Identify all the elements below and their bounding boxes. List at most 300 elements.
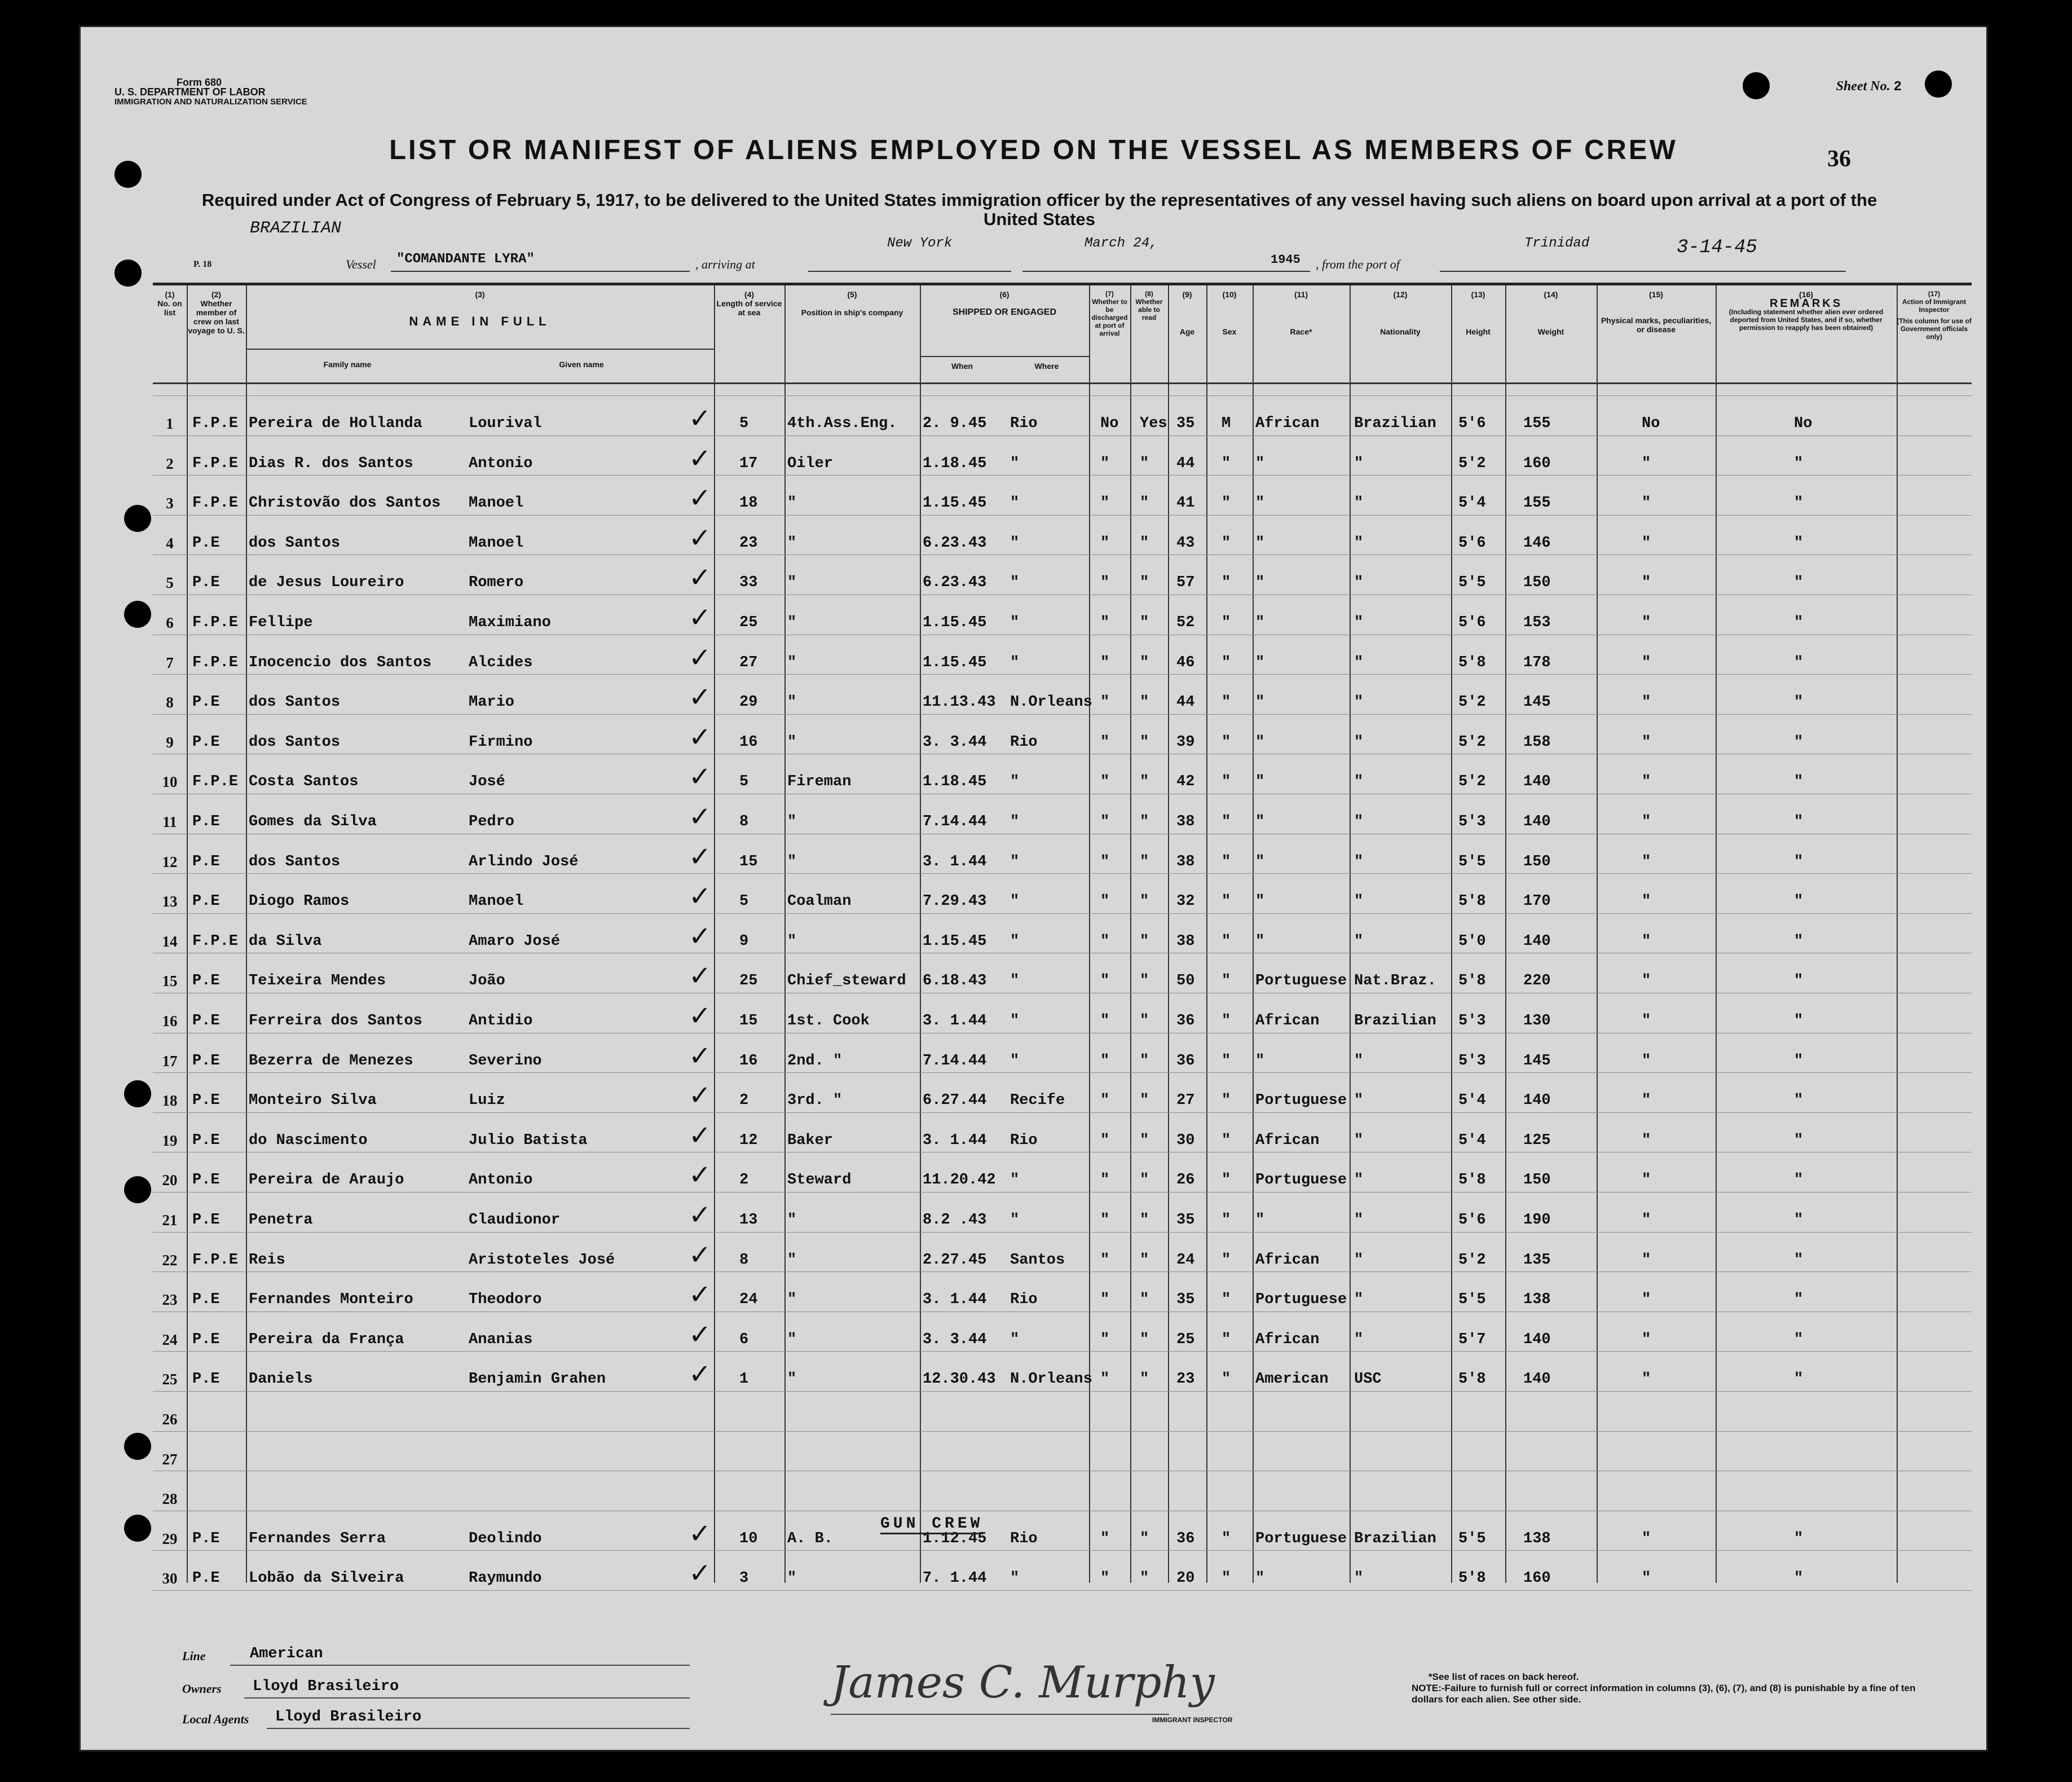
punch-hole — [124, 505, 151, 532]
shipped-where: Santos — [1010, 1251, 1065, 1269]
age: 39 — [1176, 733, 1195, 751]
race: African — [1255, 1132, 1320, 1149]
checkmark-icon: ✓ — [689, 881, 712, 913]
physical-marks: " — [1642, 813, 1651, 830]
from-label: , from the port of — [1316, 257, 1400, 271]
remarks: " — [1794, 932, 1804, 950]
checkmark-icon: ✓ — [689, 1358, 712, 1391]
discharged: " — [1100, 574, 1110, 592]
checkmark-icon: ✓ — [689, 1517, 712, 1550]
able-to-read: " — [1140, 1251, 1149, 1269]
remarks: " — [1794, 1570, 1804, 1587]
shipped-where: Rio — [1010, 415, 1038, 432]
given-name: Manoel — [469, 495, 524, 512]
shipped-when: 2.27.45 — [923, 1251, 987, 1269]
sex: M — [1222, 415, 1231, 432]
service-length: 8 — [739, 1251, 749, 1269]
punch-hole — [124, 1176, 151, 1203]
able-to-read: " — [1140, 1212, 1149, 1229]
sex: " — [1222, 773, 1231, 791]
family-name: Fellipe — [249, 614, 313, 631]
service-length: 5 — [739, 893, 749, 910]
family-name: Daniels — [249, 1371, 313, 1388]
race: " — [1255, 694, 1265, 711]
remarks: " — [1794, 694, 1804, 711]
able-to-read: " — [1140, 773, 1149, 791]
nationality: USC — [1354, 1371, 1382, 1388]
shipped-where: " — [1010, 455, 1020, 472]
crew-status: P.E — [192, 1570, 220, 1587]
position: Coalman — [787, 893, 852, 910]
position: " — [787, 813, 797, 830]
checkmark-icon: ✓ — [689, 681, 712, 714]
from-port: Trinidad — [1524, 236, 1590, 251]
family-name: Diogo Ramos — [249, 893, 350, 910]
nationality: " — [1354, 1570, 1364, 1587]
discharged: " — [1100, 1132, 1110, 1149]
row-number: 9 — [166, 733, 174, 751]
weight: 130 — [1523, 1013, 1551, 1029]
family-name: Pereira de Araujo — [249, 1172, 404, 1189]
weight: 140 — [1523, 1371, 1551, 1388]
crew-status: P.E — [192, 1291, 220, 1309]
service-length: 27 — [739, 654, 758, 671]
age: 36 — [1176, 1052, 1195, 1070]
col-age-header: (9) Age — [1179, 290, 1195, 336]
crew-status: P.E — [192, 1371, 220, 1388]
remarks: " — [1794, 654, 1804, 671]
checkmark-icon: ✓ — [689, 1279, 712, 1311]
age: 46 — [1176, 654, 1195, 671]
height: 5'6 — [1458, 1212, 1486, 1229]
given-name: Manoel — [469, 534, 524, 552]
height: 5'8 — [1458, 1371, 1486, 1388]
given-name: Lourival — [469, 415, 542, 432]
shipped-where: Recife — [1010, 1092, 1065, 1110]
family-name: Reis — [249, 1251, 285, 1269]
crew-status: P.E — [192, 733, 220, 751]
crew-status: P.E — [192, 1212, 220, 1229]
col-shipped-header: (6) SHIPPED OR ENGAGED — [952, 290, 1057, 317]
race: " — [1255, 853, 1265, 870]
shipped-when: 6.23.43 — [923, 534, 987, 552]
height: 5'6 — [1458, 614, 1486, 631]
checkmark-icon: ✓ — [689, 641, 712, 674]
discharged: " — [1100, 1212, 1110, 1229]
height: 5'4 — [1458, 1092, 1486, 1110]
crew-status: P.E — [192, 694, 220, 711]
physical-marks: " — [1642, 574, 1651, 592]
checkmark-icon: ✓ — [689, 1557, 712, 1590]
race: " — [1255, 932, 1265, 950]
weight: 150 — [1523, 1172, 1551, 1189]
given-name: Arlindo José — [469, 853, 579, 870]
height: 5'2 — [1458, 1251, 1486, 1269]
given-name: Antonio — [469, 1172, 533, 1189]
col-nationality-header: (12) Nationality — [1380, 290, 1421, 336]
physical-marks: " — [1642, 853, 1651, 870]
service-name: IMMIGRATION AND NATURALIZATION SERVICE — [114, 97, 307, 107]
col-position-header: (5) Position in ship's company — [801, 290, 903, 317]
remarks: " — [1794, 534, 1804, 552]
family-name: Pereira da França — [249, 1331, 404, 1348]
given-name: Maximiano — [469, 614, 551, 631]
service-length: 10 — [739, 1530, 758, 1547]
weight: 145 — [1523, 1052, 1551, 1070]
able-to-read: " — [1140, 574, 1149, 592]
col-name-header: (3) NAME IN FULL — [409, 290, 551, 328]
service-length: 13 — [739, 1212, 758, 1229]
able-to-read: " — [1140, 1371, 1149, 1388]
physical-marks: " — [1642, 1013, 1651, 1029]
given-name: José — [469, 773, 505, 791]
age: 57 — [1176, 574, 1195, 592]
shipped-when: 3. 1.44 — [923, 853, 987, 870]
remarks: " — [1794, 455, 1804, 472]
shipped-where: N.Orleans — [1010, 1371, 1092, 1388]
row-number: 30 — [162, 1570, 178, 1587]
col-marks-header: (15) Physical marks, peculiarities, or disease — [1601, 290, 1712, 334]
physical-marks: " — [1642, 1371, 1651, 1388]
nationality: " — [1354, 1212, 1364, 1229]
page-title: LIST OR MANIFEST OF ALIENS EMPLOYED ON THE VESSEL AS MEMBERS OF CREW — [389, 135, 1678, 165]
physical-marks: " — [1642, 694, 1651, 711]
shipped-where-header: Where — [1034, 362, 1059, 371]
given-name: Severino — [469, 1052, 542, 1070]
crew-status: P.E — [192, 1052, 220, 1070]
checkmark-icon: ✓ — [689, 1199, 712, 1231]
physical-marks: " — [1642, 932, 1651, 950]
able-to-read: " — [1140, 654, 1149, 671]
remarks: " — [1794, 1132, 1804, 1149]
sex: " — [1222, 1291, 1231, 1309]
age: 26 — [1176, 1172, 1195, 1189]
checkmark-icon: ✓ — [689, 1080, 712, 1112]
race: " — [1255, 773, 1265, 791]
nationality: " — [1354, 1092, 1364, 1110]
page-code: P. 18 — [193, 259, 212, 269]
sex: " — [1222, 495, 1231, 512]
checkmark-icon: ✓ — [689, 482, 712, 514]
physical-marks: " — [1642, 733, 1651, 751]
service-length: 16 — [739, 1052, 758, 1070]
age: 25 — [1176, 1331, 1195, 1348]
given-name: Claudionor — [469, 1212, 561, 1229]
given-name: Mario — [469, 694, 515, 711]
row-number: 18 — [162, 1092, 178, 1110]
weight: 125 — [1523, 1132, 1551, 1149]
family-name: Teixeira Mendes — [249, 973, 386, 990]
family-name: Inocencio dos Santos — [249, 654, 432, 671]
position: " — [787, 694, 797, 711]
given-name: Manoel — [469, 893, 524, 910]
col-race-header: (11) Race* — [1290, 290, 1312, 336]
page-subtitle: Required under Act of Congress of February 5, 1917, to be delivered to the United States immigration officer by the representatives of any vessel having such aliens on board upon arrival at a port of the United States — [201, 190, 1877, 229]
checkmark-icon: ✓ — [689, 1159, 712, 1191]
position: 3rd. " — [787, 1092, 843, 1110]
checkmark-icon: ✓ — [689, 1239, 712, 1271]
sex: " — [1222, 574, 1231, 592]
checkmark-icon: ✓ — [689, 1318, 712, 1350]
height: 5'5 — [1458, 1291, 1486, 1309]
crew-status: F.P.E — [192, 932, 239, 950]
col-remarks-header: (16) REMARKS (Including statement whether alien ever ordered deported from United States, and if so, whether permission to reapply has been obtained) — [1729, 290, 1884, 332]
row-number: 28 — [162, 1490, 178, 1508]
sex: " — [1222, 1331, 1231, 1348]
weight: 138 — [1523, 1530, 1551, 1547]
sex: " — [1222, 973, 1231, 990]
position: " — [787, 614, 797, 631]
discharged: " — [1100, 1092, 1110, 1110]
shipped-when: 3. 3.44 — [923, 1331, 987, 1348]
discharged: " — [1100, 932, 1110, 950]
discharged: " — [1100, 495, 1110, 512]
physical-marks: " — [1642, 1530, 1651, 1547]
race: Portuguese — [1255, 973, 1347, 990]
punch-hole — [1925, 71, 1952, 98]
footer-note: *See list of races on back hereof. NOTE:-Failure to furnish full or correct information in columns (3), (6), (7), and (8) is punishable by a fine of ten dollars for each alien. See other side. — [1412, 1671, 1916, 1705]
service-length: 12 — [739, 1132, 758, 1149]
remarks: " — [1794, 1052, 1804, 1070]
shipped-when: 7.29.43 — [923, 893, 987, 910]
shipped-where: " — [1010, 853, 1020, 870]
nationality: " — [1354, 1331, 1364, 1348]
position: " — [787, 1291, 797, 1309]
shipped-where: Rio — [1010, 1530, 1038, 1547]
shipped-when: 6.23.43 — [923, 574, 987, 592]
remarks: " — [1794, 813, 1804, 830]
manifest-sheet — [79, 25, 1988, 1752]
department-name: U. S. DEPARTMENT OF LABOR — [114, 86, 266, 98]
family-name: dos Santos — [249, 694, 341, 711]
shipped-when: 1.18.45 — [923, 773, 987, 791]
able-to-read: " — [1140, 455, 1149, 472]
able-to-read: " — [1140, 893, 1149, 910]
position: " — [787, 495, 797, 512]
col-service-header: (4) Length of service at sea — [716, 290, 782, 317]
checkmark-icon: ✓ — [689, 761, 712, 793]
service-length: 17 — [739, 455, 758, 472]
row-number: 24 — [162, 1331, 178, 1348]
discharged: " — [1100, 1172, 1110, 1189]
age: 35 — [1176, 1291, 1195, 1309]
service-length: 16 — [739, 733, 758, 751]
remarks: " — [1794, 1092, 1804, 1110]
height: 5'5 — [1458, 574, 1486, 592]
gun-crew-label: GUN CREW — [880, 1515, 983, 1534]
remarks: " — [1794, 614, 1804, 631]
height: 5'8 — [1458, 1570, 1486, 1587]
physical-marks: " — [1642, 1291, 1651, 1309]
line-field: Line American — [182, 1643, 690, 1666]
service-length: 2 — [739, 1172, 749, 1189]
remarks: " — [1794, 1013, 1804, 1029]
family-name: Fernandes Serra — [249, 1530, 386, 1547]
shipped-when: 11.20.42 — [923, 1172, 996, 1189]
height: 5'2 — [1458, 694, 1486, 711]
age: 35 — [1176, 415, 1195, 432]
position: " — [787, 1570, 797, 1587]
able-to-read: " — [1140, 733, 1149, 751]
nationality: Brazilian — [1354, 1530, 1436, 1547]
age: 35 — [1176, 1212, 1195, 1229]
position: 4th.Ass.Eng. — [787, 415, 897, 432]
vessel-name: "COMANDANTE LYRA" — [396, 252, 535, 267]
arriving-label: , arriving at — [695, 257, 755, 271]
service-length: 3 — [739, 1570, 749, 1587]
able-to-read: " — [1140, 694, 1149, 711]
age: 38 — [1176, 853, 1195, 870]
row-number: 25 — [162, 1371, 178, 1388]
shipped-when: 6.18.43 — [923, 973, 987, 990]
given-name: Theodoro — [469, 1291, 542, 1309]
nationality: Brazilian — [1354, 1013, 1436, 1029]
shipped-where: N.Orleans — [1010, 694, 1092, 711]
position: " — [787, 534, 797, 552]
discharged: " — [1100, 733, 1110, 751]
crew-status: F.P.E — [192, 614, 239, 631]
crew-status: F.P.E — [192, 455, 239, 472]
shipped-when: 3. 1.44 — [923, 1013, 987, 1029]
race: " — [1255, 1212, 1265, 1229]
shipped-where: " — [1010, 534, 1020, 552]
remarks: " — [1794, 574, 1804, 592]
weight: 146 — [1523, 534, 1551, 552]
shipped-where: " — [1010, 495, 1020, 512]
weight: 150 — [1523, 574, 1551, 592]
col-sex-header: (10) Sex — [1222, 290, 1237, 336]
row-number: 1 — [166, 415, 174, 432]
nationality: " — [1354, 932, 1364, 950]
weight: 145 — [1523, 694, 1551, 711]
height: 5'4 — [1458, 495, 1486, 512]
shipped-when: 1.12.45 — [923, 1530, 987, 1547]
physical-marks: " — [1642, 495, 1651, 512]
sex: " — [1222, 1570, 1231, 1587]
height: 5'6 — [1458, 415, 1486, 432]
age: 36 — [1176, 1013, 1195, 1029]
age: 43 — [1176, 534, 1195, 552]
weight: 158 — [1523, 733, 1551, 751]
sex: " — [1222, 1092, 1231, 1110]
family-name: Fernandes Monteiro — [249, 1291, 413, 1309]
family-name: dos Santos — [249, 853, 341, 870]
remarks: " — [1794, 1371, 1804, 1388]
shipped-where: " — [1010, 893, 1020, 910]
shipped-when: 1.15.45 — [923, 614, 987, 631]
position: Chief_steward — [787, 973, 906, 990]
weight: 178 — [1523, 654, 1551, 671]
age: 36 — [1176, 1530, 1195, 1547]
sheet-value: 2 — [1893, 80, 1902, 95]
family-name: Monteiro Silva — [249, 1092, 377, 1110]
given-name-header: Given name — [559, 360, 604, 369]
arriving-port: New York — [887, 236, 953, 251]
remarks: " — [1794, 1212, 1804, 1229]
service-length: 6 — [739, 1331, 749, 1348]
able-to-read: " — [1140, 534, 1149, 552]
race: Portuguese — [1255, 1172, 1347, 1189]
sex: " — [1222, 534, 1231, 552]
crew-status: F.P.E — [192, 773, 239, 791]
able-to-read: " — [1140, 932, 1149, 950]
crew-table — [153, 283, 1972, 1590]
weight: 220 — [1523, 973, 1551, 990]
race: " — [1255, 455, 1265, 472]
row-number: 17 — [162, 1052, 178, 1070]
nationality: " — [1354, 1251, 1364, 1269]
shipped-when: 12.30.43 — [923, 1371, 996, 1388]
service-length: 25 — [739, 973, 758, 990]
height: 5'5 — [1458, 853, 1486, 870]
age: 38 — [1176, 932, 1195, 950]
able-to-read: " — [1140, 1092, 1149, 1110]
shipped-when: 1.15.45 — [923, 495, 987, 512]
discharged: No — [1100, 415, 1119, 432]
position: Baker — [787, 1132, 834, 1149]
checkmark-icon: ✓ — [689, 562, 712, 594]
discharged: " — [1100, 1291, 1110, 1309]
able-to-read: " — [1140, 614, 1149, 631]
able-to-read: " — [1140, 1291, 1149, 1309]
weight: 155 — [1523, 495, 1551, 512]
race: African — [1255, 1013, 1320, 1029]
given-name: Antonio — [469, 455, 533, 472]
discharged: " — [1100, 853, 1110, 870]
shipped-when: 1.15.45 — [923, 654, 987, 671]
col-no-header: (1) No. on list — [157, 290, 182, 317]
height: 5'3 — [1458, 1052, 1486, 1070]
given-name: Romero — [469, 574, 524, 592]
height: 5'5 — [1458, 1530, 1486, 1547]
weight: 140 — [1523, 813, 1551, 830]
age: 44 — [1176, 694, 1195, 711]
shipped-where: " — [1010, 1331, 1020, 1348]
race: " — [1255, 574, 1265, 592]
checkmark-icon: ✓ — [689, 841, 712, 873]
height: 5'4 — [1458, 1132, 1486, 1149]
col-weight-header: (14) Weight — [1537, 290, 1564, 336]
service-length: 5 — [739, 773, 749, 791]
height: 5'6 — [1458, 534, 1486, 552]
agents-field: Local Agents Lloyd Brasileiro — [182, 1706, 690, 1729]
able-to-read: " — [1140, 973, 1149, 990]
row-number: 4 — [166, 534, 174, 552]
able-to-read: " — [1140, 1052, 1149, 1070]
crew-status: P.E — [192, 1092, 220, 1110]
physical-marks: " — [1642, 1092, 1651, 1110]
sex: " — [1222, 1371, 1231, 1388]
family-name: Bezerra de Menezes — [249, 1052, 413, 1070]
arrival-year: 1945 — [1271, 253, 1300, 267]
remarks: " — [1794, 1251, 1804, 1269]
discharged: " — [1100, 1331, 1110, 1348]
sheet-number — [1836, 79, 1902, 95]
physical-marks: " — [1642, 534, 1651, 552]
nationality: " — [1354, 654, 1364, 671]
punch-hole — [114, 259, 142, 287]
nationality: " — [1354, 455, 1364, 472]
family-name: Penetra — [249, 1212, 313, 1229]
col-read-header: (8) Whether able to read — [1135, 290, 1163, 322]
height: 5'2 — [1458, 773, 1486, 791]
nationality: Nat.Braz. — [1354, 973, 1436, 990]
form-number: Form 680 — [177, 77, 222, 88]
sex: " — [1222, 1530, 1231, 1547]
shipped-where: " — [1010, 1570, 1020, 1587]
able-to-read: " — [1140, 1132, 1149, 1149]
discharged: " — [1100, 614, 1110, 631]
